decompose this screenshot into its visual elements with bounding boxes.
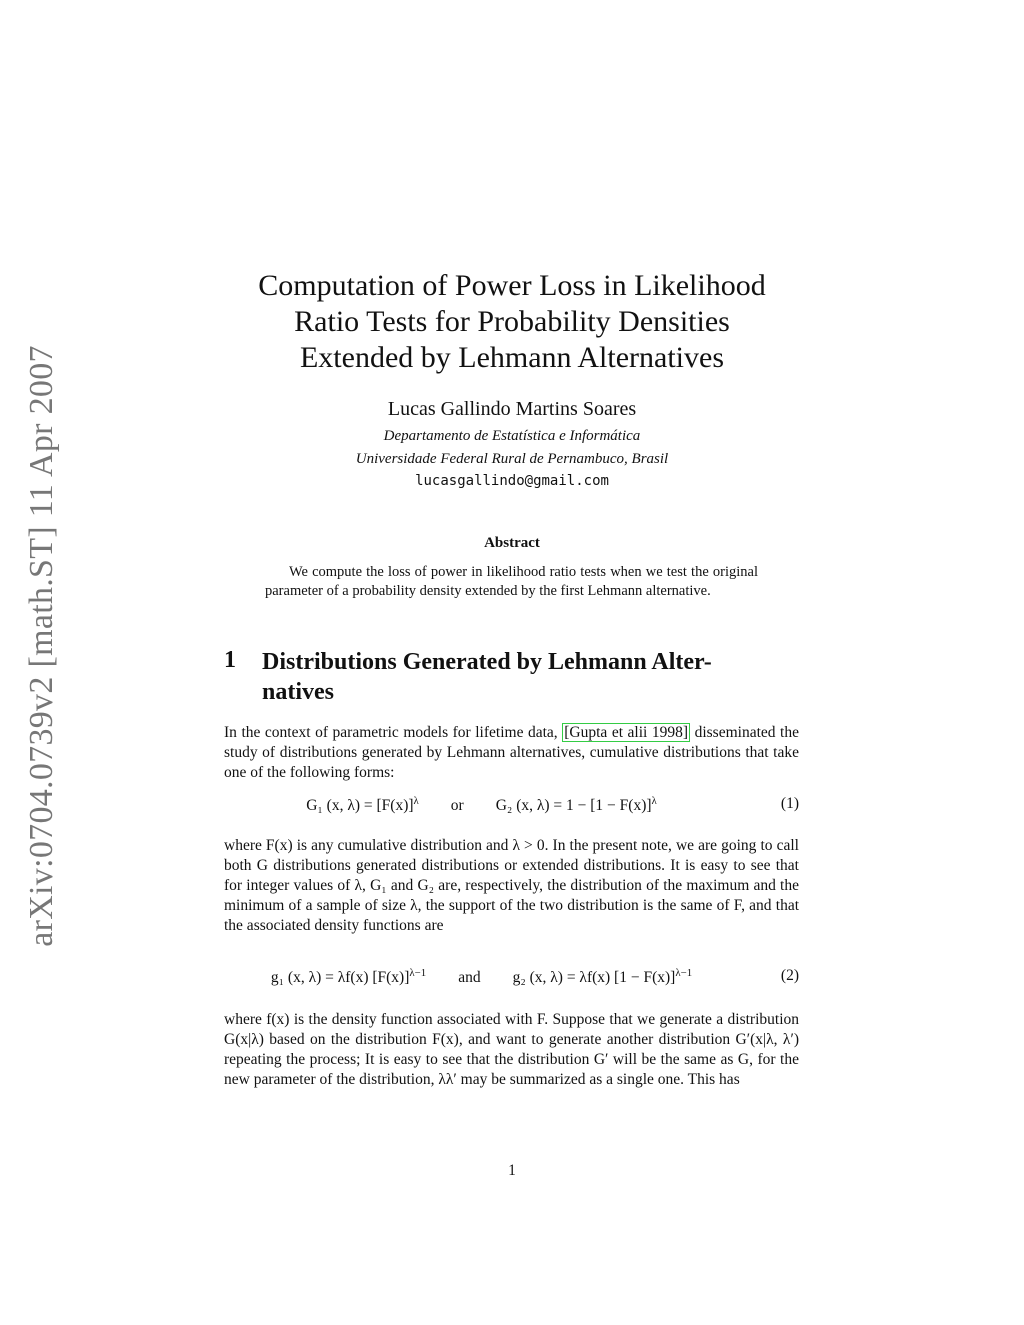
paper-title	[200, 268, 824, 376]
equation-2	[224, 967, 799, 995]
title-line: Extended by Lehmann Alternatives	[299, 341, 725, 374]
affiliation-department: Departamento de Estatística e Informática	[383, 428, 641, 444]
title-line: Ratio Tests for Probability Densities	[294, 305, 730, 338]
equation-exponent: λ	[651, 795, 657, 807]
equation-body	[224, 967, 739, 987]
arxiv-identifier: arXiv:0704.0739v2 [math.ST] 11 Apr 2007	[23, 345, 61, 947]
equation-number: (1)	[780, 795, 799, 812]
arxiv-side-stamp	[24, 346, 60, 946]
section-title-line: Distributions Generated by Lehmann Alter-	[262, 649, 712, 675]
equation-1	[224, 795, 799, 823]
equation-left: g₁ (x, λ) = λf(x) [F(x)]	[270, 969, 410, 987]
paragraph-text: disseminated the study of distributions generated by Lehmann alternatives, cumulative distributions that take one of the following forms:	[224, 724, 799, 781]
equation-connector: and	[458, 969, 481, 987]
equation-exponent: λ−1	[409, 967, 427, 979]
paragraph-distributions: where F(x) is any cumulative distribution and λ > 0. In the present note, we are going to call both G distributions generated distributions or extended distributions. It is easy to see that for integer values of λ, G₁ and G₂ are, respectively, the distribution of the maximum and the minimum of a sample of size λ, the support of the two distribution is the same of F, and that the associated density functions are	[224, 837, 799, 934]
abstract-body: We compute the loss of power in likelihood ratio tests when we test the original parameter of a probability density extended by the first Lehmann alternative.	[265, 564, 758, 599]
section-title-line: natives	[262, 679, 334, 705]
equation-body	[224, 795, 739, 815]
paragraph-density: where f(x) is the density function associated with F. Suppose that we generate a distribution G(x|λ) based on the distribution F(x), and want to generate another distribution G′(x|λ, λ′) repeating the process; It is easy to see that the distribution G′ will be the same as G, for the new parameter of the distribution, λλ′ may be summarized as a single one. This has	[224, 1011, 799, 1088]
author-email: lucasgallindo@gmail.com	[415, 473, 609, 489]
equation-right: G₂ (x, λ) = 1 − [1 − F(x)]	[495, 797, 652, 815]
paragraph-text: In the context of parametric models for lifetime data,	[224, 724, 563, 741]
equation-left: G₁ (x, λ) = [F(x)]	[306, 797, 414, 815]
equation-exponent: λ−1	[675, 967, 693, 979]
equation-right: g₂ (x, λ) = λf(x) [1 − F(x)]	[512, 969, 676, 987]
affiliation-university: Universidade Federal Rural de Pernambuco, Brasil	[355, 451, 669, 467]
title-line: Computation of Power Loss in Likelihood	[258, 269, 766, 302]
paragraph-intro	[224, 723, 799, 783]
author-name: Lucas Gallindo Martins Soares	[387, 398, 637, 420]
equation-exponent: λ	[413, 795, 419, 807]
abstract-heading: Abstract	[484, 535, 540, 551]
section-title	[262, 647, 802, 707]
equation-connector: or	[450, 797, 464, 815]
section-number: 1	[224, 647, 236, 673]
equation-number: (2)	[780, 967, 799, 984]
citation-link[interactable]: [Gupta et alii 1998]	[564, 724, 689, 741]
page-number: 1	[508, 1162, 516, 1179]
